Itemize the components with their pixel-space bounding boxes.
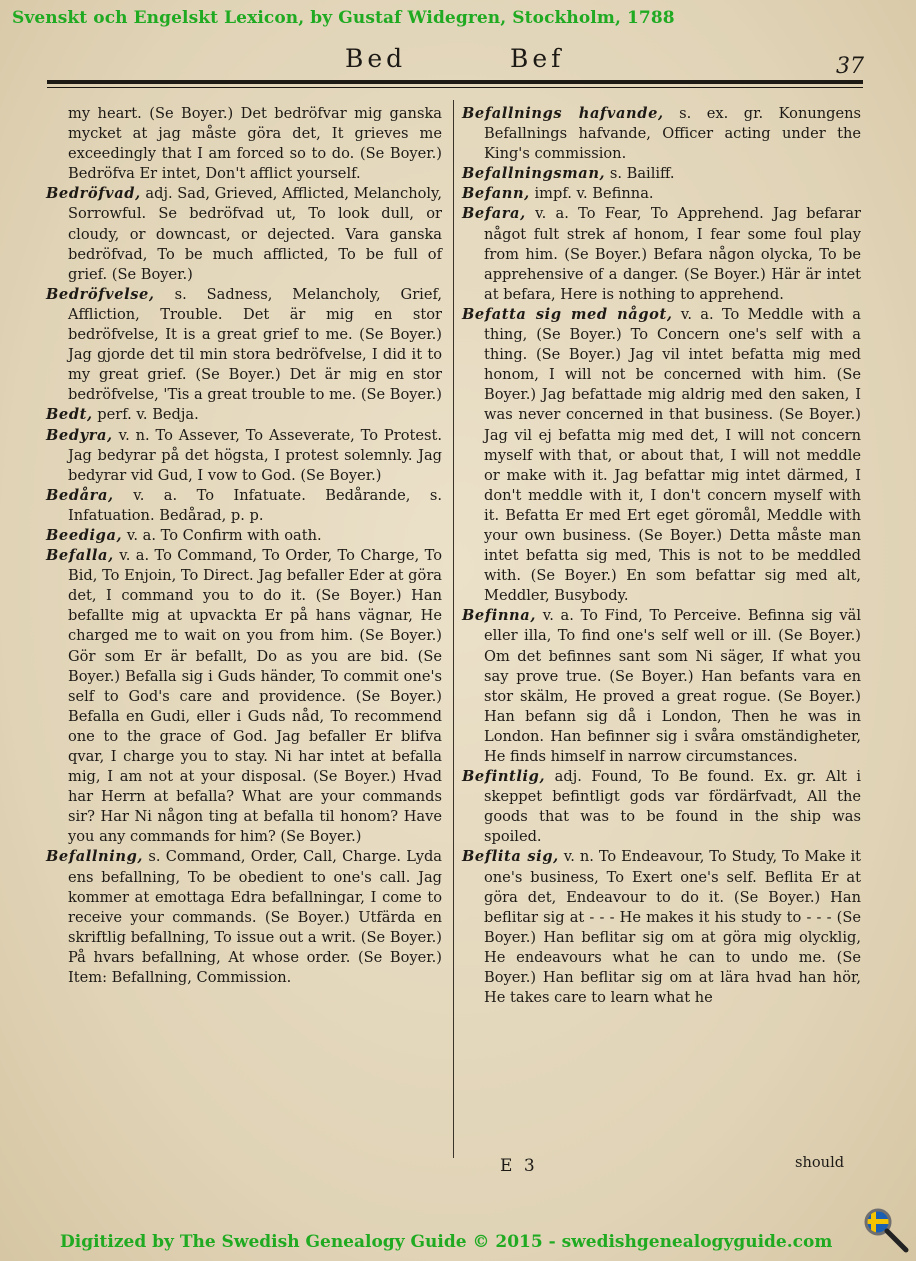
entry-text: v. a. To Find, To Perceive. Befinna sig väl eller illa, To find one's self well or ill. (Se Boyer.) Om det befinnes sant som Ni säger, If what you say prove true. (Se Boyer.) Han befants vara en stor skälm, He proved a great rogue. (Se Boyer.) Han befann sig då i London, Then he was in London. Han befinner sig i svåra omständigheter, He finds himself in narrow circumstances. xyxy=(484,607,862,765)
dictionary-entry xyxy=(46,526,442,546)
entry-headword: Befann, xyxy=(462,185,530,203)
entry-headword: Befalla, xyxy=(46,547,114,565)
entry-text: v. a. To Infatuate. Bedårande, s. Infatuation. Bedårad, p. p. xyxy=(68,486,442,524)
dictionary-entry xyxy=(462,164,861,184)
dictionary-entry xyxy=(462,204,861,304)
entry-headword: Bedåra, xyxy=(46,486,114,504)
entry-text: impf. v. Befinna. xyxy=(534,185,654,203)
entry-headword: Befallning, xyxy=(46,848,144,866)
dictionary-entry xyxy=(462,104,861,164)
dictionary-entry xyxy=(462,767,861,847)
entry-headword: Befallnings hafvande, xyxy=(462,105,664,122)
magnifier-flag-logo-icon xyxy=(862,1206,912,1256)
running-head-right: Bef xyxy=(510,44,565,73)
dictionary-entry xyxy=(46,285,442,406)
left-column xyxy=(46,104,442,988)
dictionary-entry xyxy=(46,405,442,425)
entry-text: v. n. To Endeavour, To Study, To Make it one's business, To Exert one's self. Beflita Er at göra det, Endeavour to do it. (Se Boyer.) Han beflitar sig at - - - He makes it his study to - - - (Se Boyer.) Han beflitar sig om at göra mig olycklig, He endeavours what he can to undo me. (Se Boyer.) Han beflitar sig om at lära hvad han hör, He takes care to learn what he xyxy=(484,848,862,1007)
signature-mark: E 3 xyxy=(500,1156,538,1176)
page-number: 37 xyxy=(836,54,864,79)
right-column xyxy=(462,104,861,1008)
entry-text: v. a. To Confirm with oath. xyxy=(126,526,322,544)
dictionary-entry xyxy=(462,606,861,767)
entry-text: s. Command, Order, Call, Charge. Lyda ens befallning, To be obedient to one's call. Jag kommer at emottaga Edra befallningar, I come to receive your commands. (Se Boyer.) Utfärda en skriftlig befallning, To issue out a writ. (Se Boyer.) På hvars befallning, At whose order. (Se Boyer.) Item: Befallning, Commission. xyxy=(68,848,443,987)
column-divider xyxy=(453,100,454,1158)
dictionary-entry xyxy=(46,847,442,988)
entry-text: s. Sadness, Melancholy, Grief, Affliction, Trouble. Det är mig en stor bedröfvelse, It is a great grief to me. (Se Boyer.) Jag gjorde det til min stora bedröfvelse, I did it to my great grief. (Se Boyer.) Det är mig en stor bedröfvelse, 'Tis a great trouble to me. (Se Boyer.) xyxy=(68,285,443,404)
dictionary-entry xyxy=(462,847,861,1008)
dictionary-entry xyxy=(46,546,442,847)
entry-headword: Befatta sig med något, xyxy=(462,305,673,323)
entry-headword: Befintlig, xyxy=(462,768,546,786)
digitizer-credit-banner: Digitized by The Swedish Genealogy Guide © 2015 - swedishgenealogyguide.com xyxy=(60,1232,833,1252)
entry-text: adj. Sad, Grieved, Afflicted, Melancholy, Sorrowful. Se bedröfvad ut, To look dull, or cloudy, or downcast, or dejected. Vara ganska bedröfvad, To be much afflicted, To be full of grief. (Se Boyer.) xyxy=(68,185,442,283)
entry-text: s. Bailiff. xyxy=(609,165,675,183)
digitizer-title-banner: Svenskt och Engelskt Lexicon, by Gustaf Widegren, Stockholm, 1788 xyxy=(12,8,675,28)
dictionary-entry xyxy=(46,486,442,526)
entry-headword: Bedt, xyxy=(46,406,93,424)
entry-headword: Bedröfvad, xyxy=(46,185,141,203)
entry-headword: Beflita sig, xyxy=(462,848,559,866)
catchword: should xyxy=(795,1154,845,1171)
entry-text: s. ex. gr. Konungens Befallnings hafvande, Officer acting under the King's commission. xyxy=(484,105,862,163)
entry-text: my heart. (Se Boyer.) Det bedröfvar mig ganska mycket at jag måste göra det, It grieves me exceedingly that I am forced so to do. (Se Boyer.) Bedröfva Er intet, Don't afflict yourself. xyxy=(68,105,442,183)
entry-text: v. n. To Assever, To Asseverate, To Protest. Jag bedyrar på det högsta, I protest solemnly. Jag bedyrar vid Gud, I vow to God. (Se Boyer.) xyxy=(68,426,443,484)
entry-text: v. a. To Fear, To Apprehend. Jag befarar något fult strek af honom, I fear some foul play from him. (Se Boyer.) Befara någon olycka, To be apprehensive of a danger. (Se Boyer.) Här är intet at befara, Here is nothing to apprehend. xyxy=(484,205,862,303)
entry-headword: Bedröfvelse, xyxy=(46,285,155,303)
entry-text: perf. v. Bedja. xyxy=(97,406,199,424)
entry-headword: Bedyra, xyxy=(46,426,113,444)
entry-text: v. a. To Meddle with a thing, (Se Boyer.) To Concern one's self with a thing. (Se Boyer.) Jag vil intet befatta mig med honom, I will not be concerned with him. (Se Boyer.) Jag befattade mig aldrig med den saken, I was never concerned in that business. (Se Boyer.) Jag vil ej befatta mig med det, I will not concern myself with that, or about that, I will not meddle or make with it. Jag befattar mig intet därmed, I don't meddle with it, I don't concern myself with it. Befatta Er med Ert eget göromål, Meddle with your own business. (Se Boyer.) Detta måste man intet befatta sig med, This is not to be meddled with. (Se Boyer.) En som befattar sig med alt, Meddler, Busybody. xyxy=(484,305,861,605)
dictionary-entry xyxy=(462,184,861,204)
entry-headword: Befallningsman, xyxy=(462,165,606,183)
entry-headword: Befara, xyxy=(462,205,526,223)
dictionary-entry xyxy=(462,305,861,606)
dictionary-entry xyxy=(46,104,442,184)
entry-text: v. a. To Command, To Order, To Charge, To Bid, To Enjoin, To Direct. Jag befaller Eder at göra det, I command you to do it. (Se Boyer.) Han befallte mig at upvackta Er på hans vägnar, He charged me to wait on you from him. (Se Boyer.) Gör som Er är befallt, Do as you are bid. (Se Boyer.) Befalla sig i Guds händer, To commit one's self to God's care and providence. (Se Boyer.) Befalla en Gudi, eller i Guds nåd, To recommend one to the grace of God. Jag befaller Er blifva qvar, I charge you to stay. Ni har intet at befalla mig, I am not at your disposal. (Se Boyer.) Hvad har Herrn at befalla? What are your commands sir? Har Ni någon ting at befalla til honom? Have you any commands for him? (Se Boyer.) xyxy=(68,547,443,846)
running-head-left: Bed xyxy=(345,44,407,73)
entry-text: adj. Found, To Be found. Ex. gr. Alt i skeppet befintligt gods var fördärfvadt, All the goods that was to be found in the ship was spoiled. xyxy=(484,768,862,846)
entry-headword: Befinna, xyxy=(462,607,536,625)
header-rule xyxy=(47,80,863,88)
entry-headword: Beediga, xyxy=(46,526,123,544)
dictionary-entry xyxy=(46,184,442,284)
dictionary-entry xyxy=(46,426,442,486)
